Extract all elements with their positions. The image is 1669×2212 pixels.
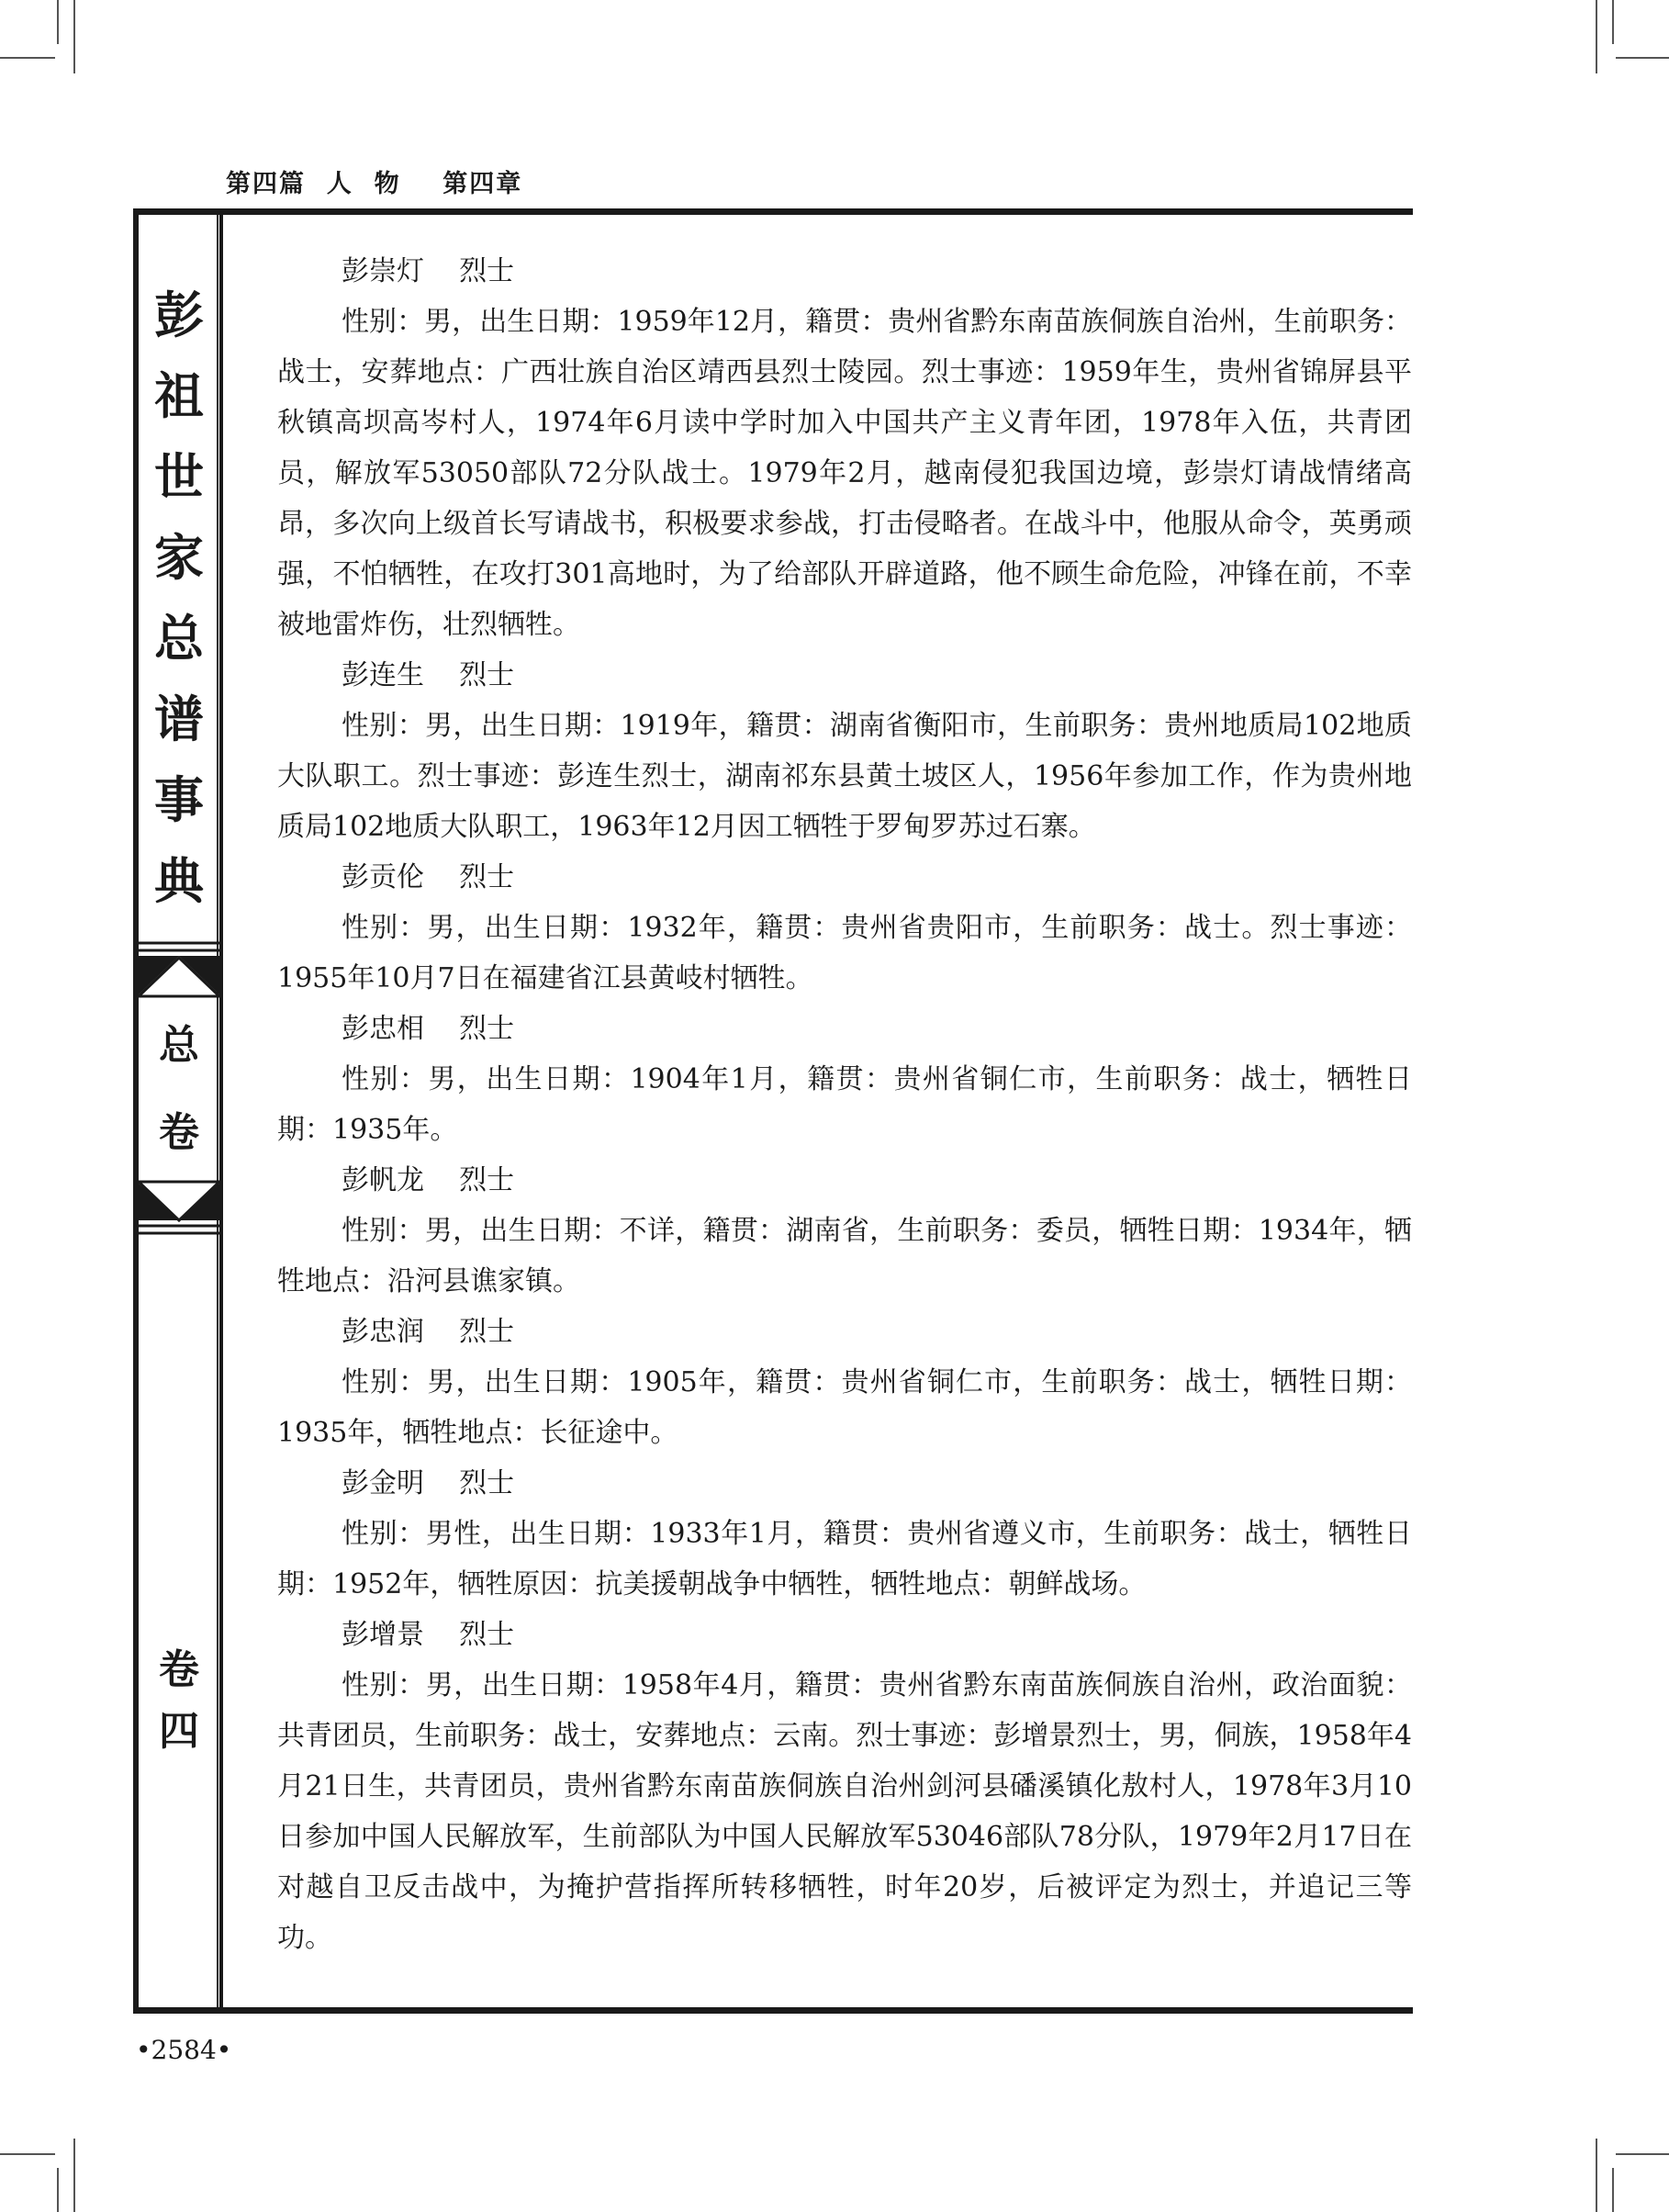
top-rule [133, 208, 1413, 215]
volume-badge-char: 总 [159, 1022, 199, 1069]
title-char: 典 [154, 852, 204, 910]
entry-text: 性别：男，出生日期：1905年，籍贯：贵州省铜仁市，生前职务：战士，牺牲日期：1935年，牺牲地点：长征途中。 [277, 1366, 1412, 1449]
entry [277, 1307, 1412, 1458]
entry [277, 1458, 1412, 1610]
crop-mark [0, 2153, 55, 2155]
entry-name: 彭崇灯 烈士 [342, 255, 515, 287]
title-char: 世 [154, 448, 204, 506]
title-char: 彭 [154, 286, 204, 344]
entry [277, 246, 1412, 650]
entry-name: 彭增景 烈士 [342, 1619, 515, 1651]
crop-mark [1612, 0, 1614, 44]
title-char: 祖 [154, 367, 204, 425]
main-content [277, 246, 1412, 1963]
entry-name: 彭连生 烈士 [342, 659, 515, 691]
crop-mark [1616, 57, 1669, 59]
crop-mark [57, 0, 59, 44]
entry-text: 性别：男，出生日期：1904年1月，籍贯：贵州省铜仁市，生前职务：战士，牺牲日期：1935年。 [277, 1063, 1412, 1146]
crop-mark [73, 0, 75, 73]
entry [277, 852, 1412, 1004]
entry [277, 1155, 1412, 1307]
running-head: 第四篇 人 物 第四章 [226, 170, 523, 198]
entry-name: 彭贡伦 烈士 [342, 861, 515, 893]
crop-mark [1616, 2153, 1669, 2155]
crop-mark [57, 2168, 59, 2212]
title-char: 总 [154, 610, 204, 668]
title-char: 谱 [154, 691, 204, 748]
entry-name: 彭金明 烈士 [342, 1467, 515, 1499]
crop-mark [1612, 2168, 1614, 2212]
entry-text: 性别：男，出生日期：1958年4月，籍贯：贵州省黔东南苗族侗族自治州，政治面貌：共青团员，生前职务：战士，安葬地点：云南。烈士事迹：彭增景烈士，男，侗族，1958年4月21日生，共青团员，贵州省黔东南苗族侗族自治州剑河县磻溪镇化敖村人，1978年3月10日参加中国人民解放军，生前部队为中国人民解放军53046部队78分队，1979年2月17日在对越自卫反击战中，为掩护营指挥所转移牺牲，时年20岁，后被评定为烈士，并追记三等功。 [277, 1669, 1412, 1954]
entry-name: 彭帆龙 烈士 [342, 1164, 515, 1196]
crop-mark [0, 57, 55, 59]
page-number: •2584• [136, 2035, 232, 2065]
entry-text: 性别：男，出生日期：不详，籍贯：湖南省，生前职务：委员，牺牲日期：1934年，牺牲地点：沿河县谯家镇。 [277, 1215, 1412, 1297]
entry-text: 性别：男性，出生日期：1933年1月，籍贯：贵州省遵义市，生前职务：战士，牺牲日期：1952年，牺牲原因：抗美援朝战争中牺牲，牺牲地点：朝鲜战场。 [277, 1518, 1412, 1600]
volume-badge-char: 卷 [159, 1109, 199, 1156]
entry [277, 1004, 1412, 1155]
crop-mark [1596, 0, 1597, 73]
title-char: 事 [154, 771, 204, 829]
entry-name: 彭忠润 烈士 [342, 1316, 515, 1348]
volume-number-char: 卷 [159, 1646, 199, 1693]
entry-text: 性别：男，出生日期：1959年12月，籍贯：贵州省黔东南苗族侗族自治州，生前职务：战士，安葬地点：广西壮族自治区靖西县烈士陵园。烈士事迹：1959年生，贵州省锦屏县平秋镇高坝高岑村人，1974年6月读中学时加入中国共产主义青年团，1978年入伍，共青团员，解放军53050部队72分队战士。1979年2月，越南侵犯我国边境，彭崇灯请战情绪高昂，多次向上级首长写请战书，积极要求参战，打击侵略者。在战斗中，他服从命令，英勇顽强，不怕牺牲，在攻打301高地时，为了给部队开辟道路，他不顾生命危险，冲锋在前，不幸被地雷炸伤，壮烈牺牲。 [277, 306, 1412, 641]
entry [277, 650, 1412, 852]
entry-text: 性别：男，出生日期：1919年，籍贯：湖南省衡阳市，生前职务：贵州地质局102地质大队职工。烈士事迹：彭连生烈士，湖南祁东县黄土坡区人，1956年参加工作，作为贵州地质局102地质大队职工，1963年12月因工牺牲于罗甸罗苏过石寨。 [277, 710, 1412, 843]
crop-mark [73, 2139, 75, 2212]
vertical-book-title [139, 275, 219, 922]
volume-badge-frame [139, 941, 219, 1235]
entry [277, 1610, 1412, 1963]
crop-mark [1596, 2139, 1597, 2212]
bottom-rule [133, 2007, 1413, 2014]
title-char: 家 [154, 529, 204, 587]
volume-number-char: 四 [159, 1708, 199, 1755]
entry-name: 彭忠相 烈士 [342, 1013, 515, 1045]
entry-text: 性别：男，出生日期：1932年，籍贯：贵州省贵阳市，生前职务：战士。烈士事迹：1955年10月7日在福建省江县黄岐村牺牲。 [277, 912, 1412, 994]
